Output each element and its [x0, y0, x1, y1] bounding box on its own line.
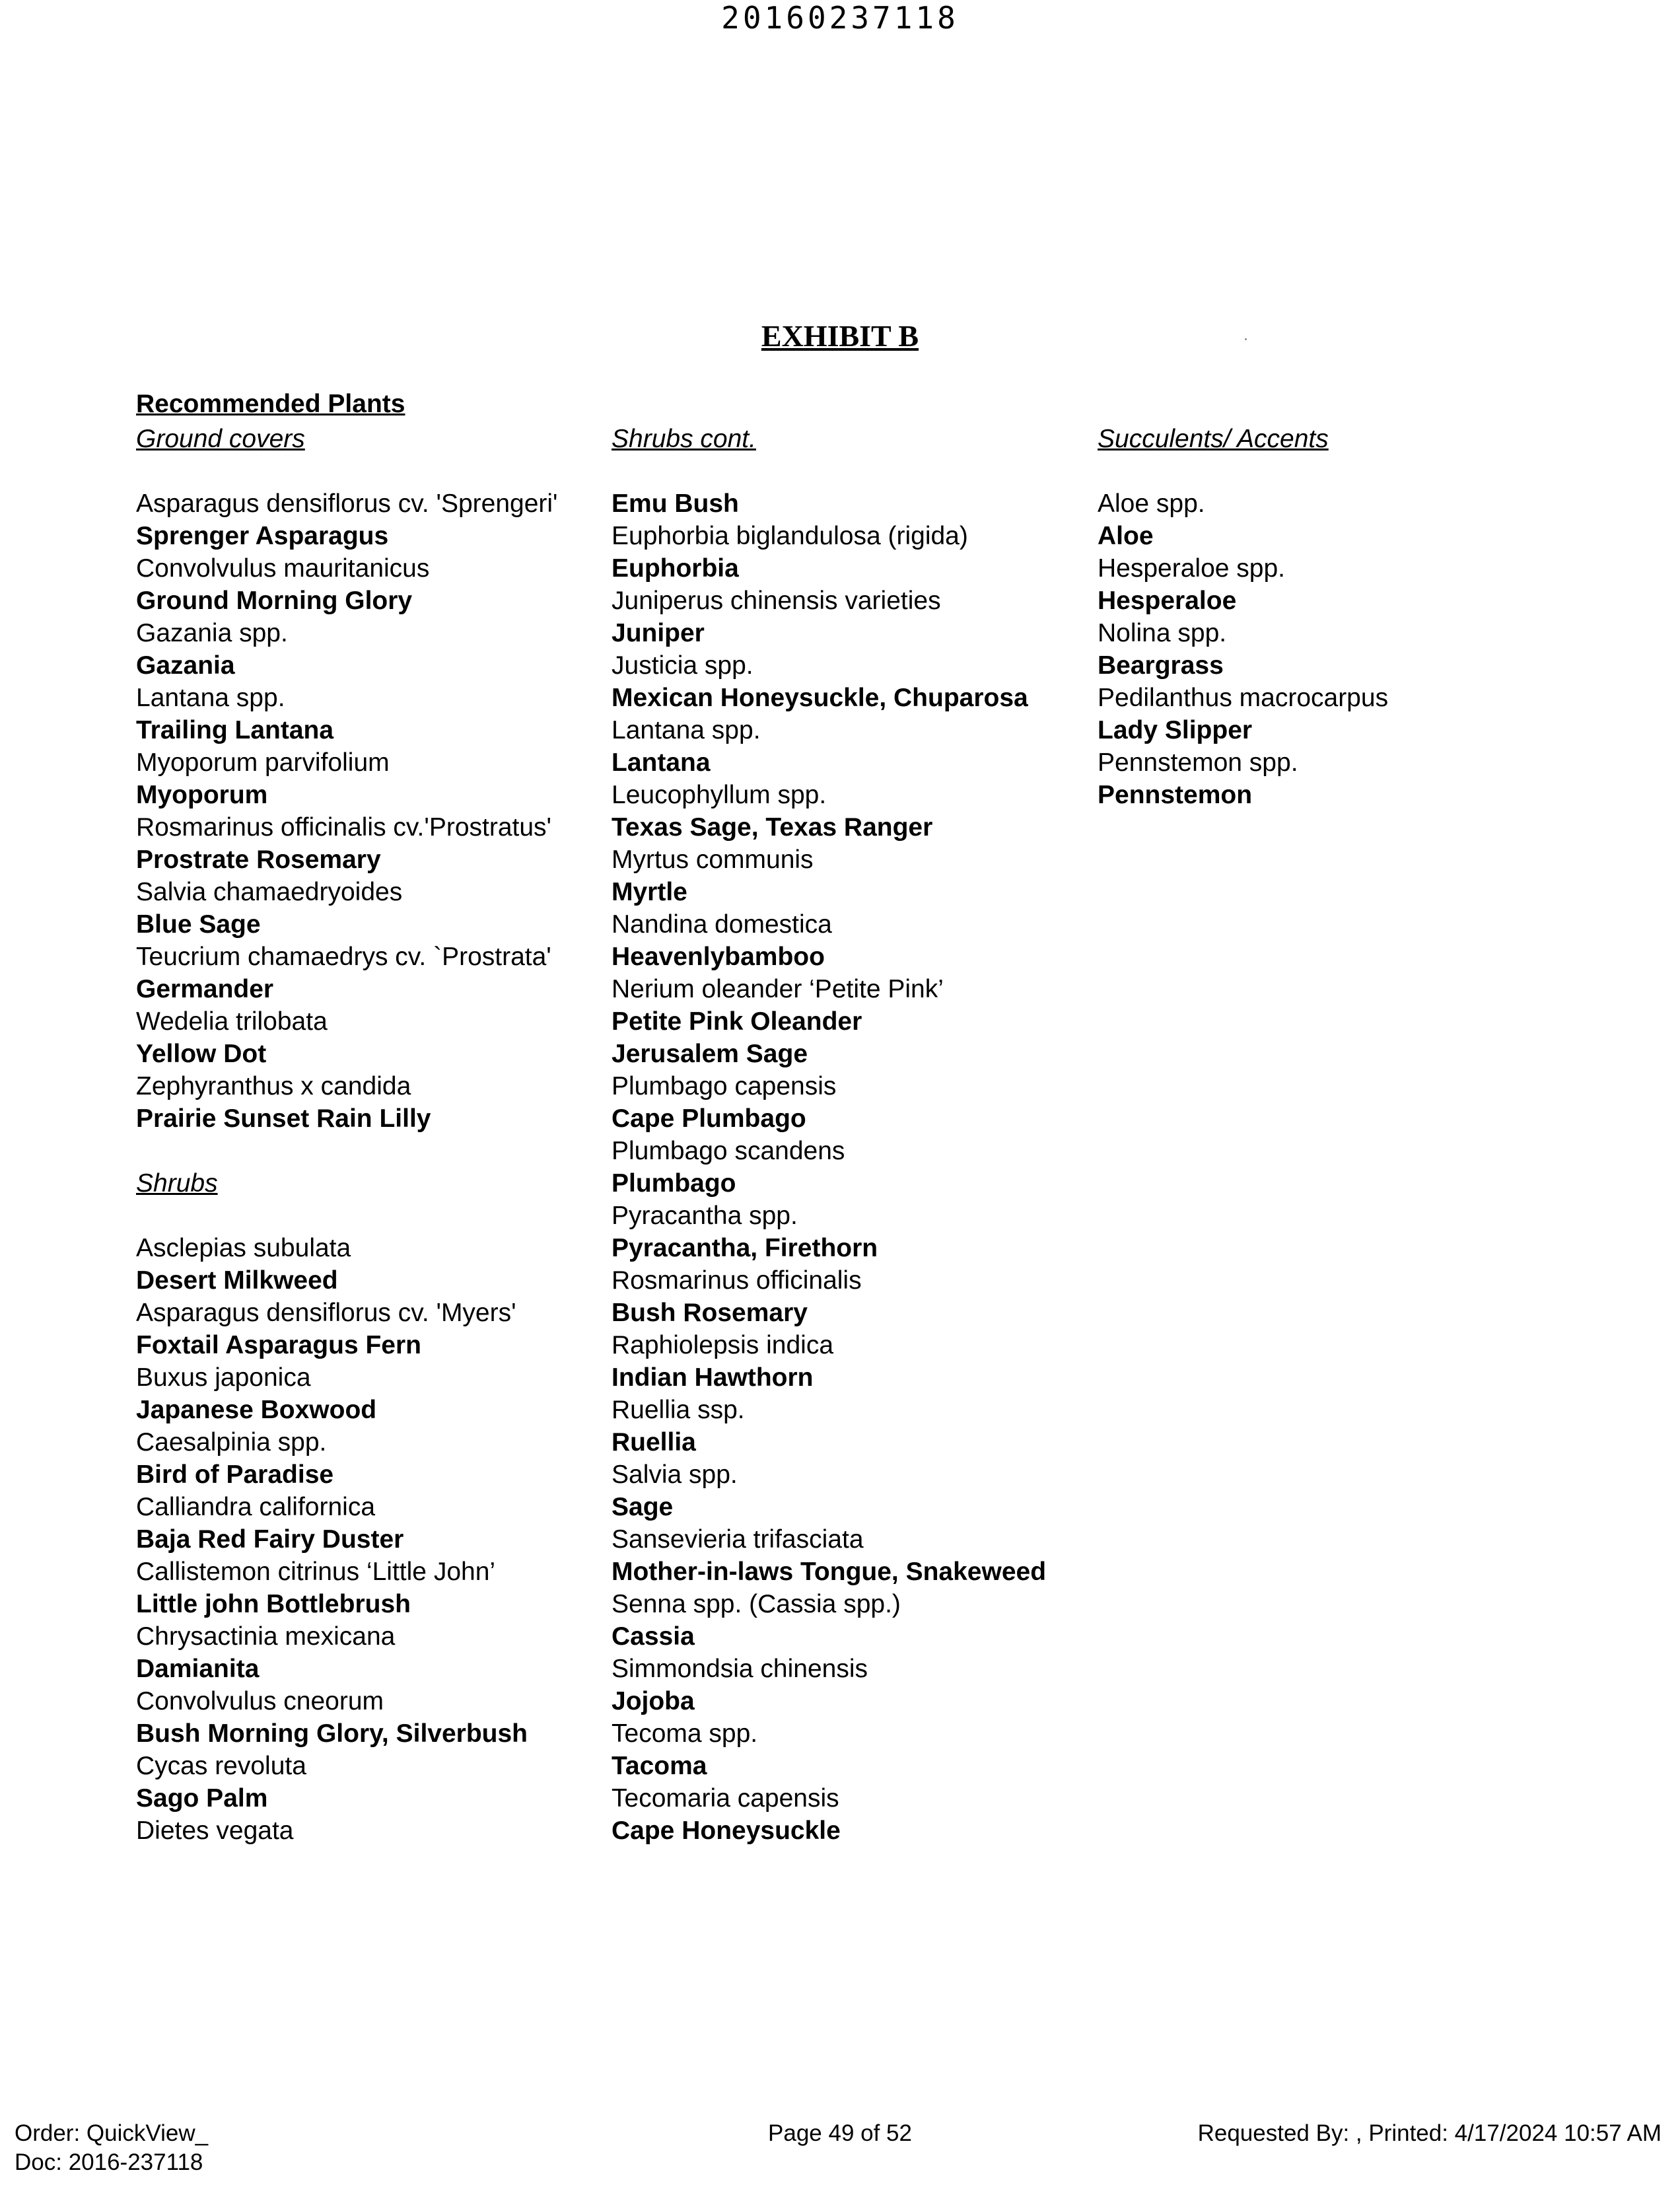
common-name: Petite Pink Oleander	[612, 1007, 862, 1036]
botanical-name: Simmondsia chinensis	[612, 1655, 868, 1683]
botanical-name: Nolina spp.	[1098, 619, 1227, 647]
botanical-name: Justicia spp.	[612, 651, 753, 680]
footer-doc: Doc: 2016-237118	[15, 2149, 203, 2175]
common-name: Beargrass	[1098, 651, 1224, 680]
common-name: Heavenlybamboo	[612, 943, 825, 971]
common-name: Cassia	[612, 1622, 695, 1651]
common-name: Myoporum	[136, 781, 268, 809]
botanical-name: Teucrium chamaedrys cv. `Prostrata'	[136, 943, 551, 971]
column-ground-covers	[136, 423, 558, 1847]
common-name: Germander	[136, 975, 274, 1003]
botanical-name: Rosmarinus officinalis cv.'Prostratus'	[136, 813, 551, 842]
plant-list	[1098, 487, 1388, 811]
scan-speck	[1245, 338, 1247, 340]
common-name: Sago Palm	[136, 1784, 268, 1813]
botanical-name: Asclepias subulata	[136, 1234, 351, 1262]
common-name: Aloe	[1098, 522, 1154, 550]
botanical-name: Gazania spp.	[136, 619, 288, 647]
botanical-name: Salvia spp.	[612, 1460, 738, 1489]
common-name: Japanese Boxwood	[136, 1396, 377, 1424]
common-name: Sprenger Asparagus	[136, 522, 389, 550]
common-name: Ruellia	[612, 1428, 696, 1456]
common-name: Jerusalem Sage	[612, 1040, 808, 1068]
common-name: Prairie Sunset Rain Lilly	[136, 1104, 431, 1133]
common-name: Cape Honeysuckle	[612, 1816, 841, 1845]
common-name: Mexican Honeysuckle, Chuparosa	[612, 684, 1028, 712]
botanical-name: Convolvulus cneorum	[136, 1687, 384, 1715]
botanical-name: Zephyranthus x candida	[136, 1072, 411, 1100]
column-heading: Succulents/ Accents	[1098, 425, 1329, 453]
common-name: Desert Milkweed	[136, 1266, 338, 1295]
botanical-name: Salvia chamaedryoides	[136, 878, 403, 906]
botanical-name: Caesalpinia spp.	[136, 1428, 327, 1456]
botanical-name: Wedelia trilobata	[136, 1007, 328, 1036]
common-name: Emu Bush	[612, 489, 739, 518]
common-name: Lantana	[612, 748, 711, 777]
column-subheading: Shrubs	[136, 1169, 218, 1198]
botanical-name: Myrtus communis	[612, 845, 814, 874]
column-shrubs-cont	[612, 423, 1046, 1847]
plant-list	[612, 487, 1046, 1847]
common-name: Jojoba	[612, 1687, 695, 1715]
footer-page-number: Page 49 of 52	[768, 2120, 912, 2146]
spacer	[1098, 455, 1388, 487]
botanical-name: Pennstemon spp.	[1098, 748, 1298, 777]
botanical-name: Rosmarinus officinalis	[612, 1266, 862, 1295]
common-name: Lady Slipper	[1098, 716, 1253, 744]
spacer	[612, 455, 1046, 487]
botanical-name: Senna spp. (Cassia spp.)	[612, 1590, 901, 1618]
spacer	[136, 1200, 558, 1232]
footer-requested-printed: Requested By: , Printed: 4/17/2024 10:57 AM	[1197, 2120, 1662, 2146]
plant-list	[136, 487, 558, 1135]
botanical-name: Tecomaria capensis	[612, 1784, 839, 1813]
common-name: Plumbago	[612, 1169, 736, 1198]
common-name: Foxtail Asparagus Fern	[136, 1331, 421, 1359]
column-heading: Ground covers	[136, 425, 305, 453]
botanical-name: Leucophyllum spp.	[612, 781, 827, 809]
common-name: Euphorbia	[612, 554, 739, 583]
common-name: Bush Rosemary	[612, 1299, 808, 1327]
botanical-name: Tecoma spp.	[612, 1719, 758, 1748]
common-name: Pyracantha, Firethorn	[612, 1234, 878, 1262]
botanical-name: Raphiolepsis indica	[612, 1331, 834, 1359]
footer-order: Order: QuickView_	[15, 2120, 209, 2146]
botanical-name: Myoporum parvifolium	[136, 748, 390, 777]
section-title: Recommended Plants	[136, 390, 405, 418]
botanical-name: Dietes vegata	[136, 1816, 294, 1845]
botanical-name: Callistemon citrinus ‘Little John’	[136, 1558, 496, 1586]
common-name: Tacoma	[612, 1752, 707, 1780]
botanical-name: Chrysactinia mexicana	[136, 1622, 396, 1651]
botanical-name: Sansevieria trifasciata	[612, 1525, 864, 1554]
botanical-name: Euphorbia biglandulosa (rigida)	[612, 522, 968, 550]
common-name: Indian Hawthorn	[612, 1363, 814, 1392]
botanical-name: Hesperaloe spp.	[1098, 554, 1286, 583]
common-name: Bird of Paradise	[136, 1460, 334, 1489]
plant-list	[136, 1232, 558, 1847]
common-name: Hesperaloe	[1098, 587, 1237, 615]
column-succulents-accents	[1098, 423, 1388, 811]
botanical-name: Lantana spp.	[136, 684, 285, 712]
botanical-name: Calliandra californica	[136, 1493, 376, 1521]
botanical-name: Lantana spp.	[612, 716, 761, 744]
botanical-name: Pedilanthus macrocarpus	[1098, 684, 1389, 712]
botanical-name: Asparagus densiflorus cv. 'Sprengeri'	[136, 489, 558, 518]
botanical-name: Asparagus densiflorus cv. 'Myers'	[136, 1299, 516, 1327]
common-name: Baja Red Fairy Duster	[136, 1525, 404, 1554]
botanical-name: Cycas revoluta	[136, 1752, 306, 1780]
common-name: Texas Sage, Texas Ranger	[612, 813, 933, 842]
botanical-name: Convolvulus mauritanicus	[136, 554, 430, 583]
botanical-name: Nerium oleander ‘Petite Pink’	[612, 975, 944, 1003]
spacer	[136, 455, 558, 487]
common-name: Yellow Dot	[136, 1040, 267, 1068]
botanical-name: Plumbago scandens	[612, 1137, 845, 1165]
botanical-name: Plumbago capensis	[612, 1072, 837, 1100]
common-name: Trailing Lantana	[136, 716, 334, 744]
common-name: Bush Morning Glory, Silverbush	[136, 1719, 528, 1748]
common-name: Gazania	[136, 651, 235, 680]
common-name: Blue Sage	[136, 910, 261, 939]
common-name: Mother-in-laws Tongue, Snakeweed	[612, 1558, 1047, 1586]
common-name: Little john Bottlebrush	[136, 1590, 411, 1618]
common-name: Ground Morning Glory	[136, 587, 413, 615]
common-name: Cape Plumbago	[612, 1104, 806, 1133]
spacer	[136, 1135, 558, 1167]
document-number: 20160237118	[721, 0, 959, 36]
botanical-name: Aloe spp.	[1098, 489, 1205, 518]
common-name: Juniper	[612, 619, 705, 647]
common-name: Damianita	[136, 1655, 260, 1683]
common-name: Myrtle	[612, 878, 687, 906]
common-name: Sage	[612, 1493, 674, 1521]
botanical-name: Ruellia ssp.	[612, 1396, 745, 1424]
botanical-name: Buxus japonica	[136, 1363, 311, 1392]
common-name: Pennstemon	[1098, 781, 1253, 809]
botanical-name: Juniperus chinensis varieties	[612, 587, 941, 615]
exhibit-title: EXHIBIT B	[761, 319, 919, 353]
column-heading: Shrubs cont.	[612, 425, 756, 453]
botanical-name: Nandina domestica	[612, 910, 832, 939]
botanical-name: Pyracantha spp.	[612, 1202, 798, 1230]
common-name: Prostrate Rosemary	[136, 845, 381, 874]
